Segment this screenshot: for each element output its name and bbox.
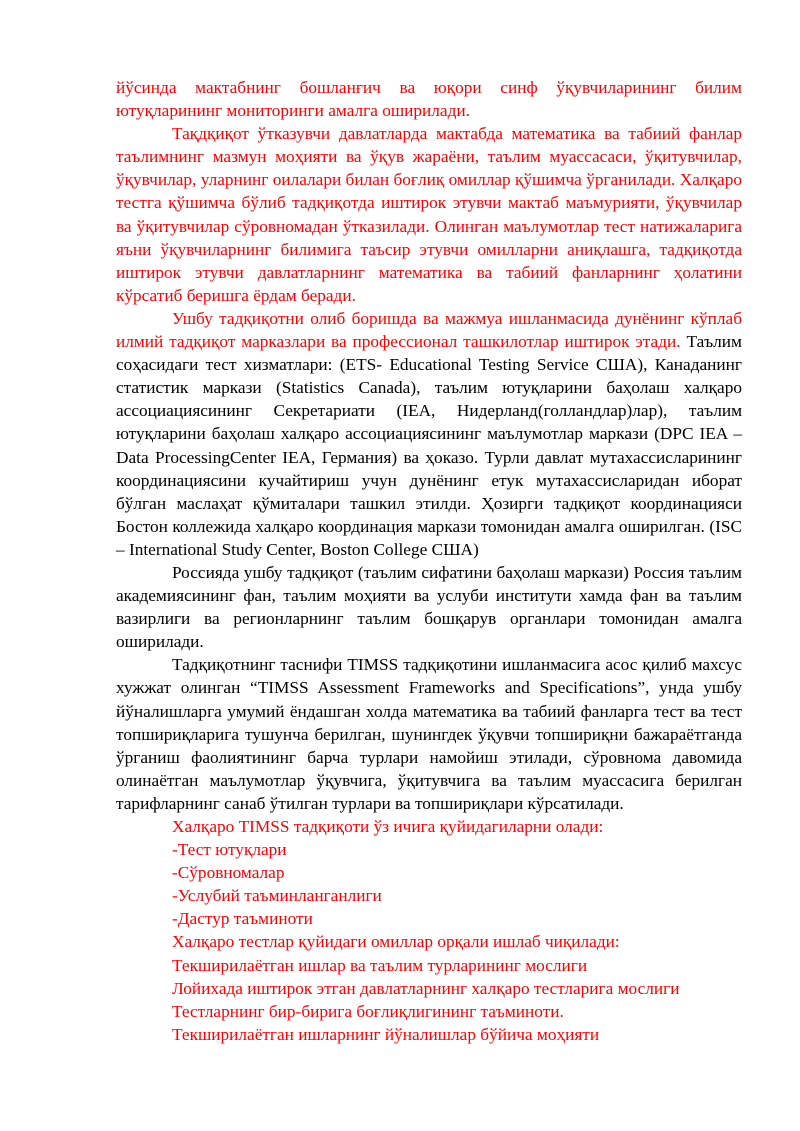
paragraph-research-factors: Тақдқиқот ўтказувчи давлатларда мактабда математика ва табиий фанлар таълимнинг мазмун моҳияти ва ўқув жараёни, таълим муассасаси, ўқитувчилар, ўқувчилар, уларнинг оилалари билан боғлиқ омиллар қўшимча ўрганилади. Халқаро тестга қўшимча бўлиб тадқиқотда иштирок этувчи мактаб маъмурияти, ўқувчилар ва ўқитувчилар сўровномадан ўтказилади. Олинган маълумотлар тест натижаларига яъни ўқувчиларнинг билимига таъсир этувчи омилларни аниқлашга, тадқиқотда иштирок этувчи давлатларнинг математика ва табиий фанларнинг ҳолатини кўрсатиб беришга ёрдам беради. (116, 124, 742, 305)
list-item: Тестларнинг бир-бирига боғлиқлигининг таъминоти. (172, 1001, 564, 1021)
list-item: -Дастур таъминоти (172, 909, 313, 929)
list-item: -Сўровномалар (172, 863, 285, 883)
list-item: -Тест ютуқлари (172, 840, 287, 860)
participants-list: Таълим соҳасидаги тест хизматлари: (ETS- Educational Testing Service США), Канаданинг статистик маркази (Statistics Canada), таълим ютуқларини баҳолаш халқаро ассоциациясининг Секретариати (IEA, Нидерланд(голландлар)лар), таълим ютуқларини баҳолаш халқаро ассоциациясининг маълумотлар маркази (DPC IEA – Data ProcessingCenter IEA, Германия) ва ҳоказо. Турли давлат мутахассисларининг координациясини кучайтириш учун дунёнинг етук мутахассисларидан иборат бўлган маслаҳат қўмиталари ташкил этилди. Ҳозирги тадқиқот координацияси Бостон коллежида халқаро координация маркази томонидан амалга оширилган. (ISC – International Study Center, Boston College США) (116, 332, 742, 559)
participants-intro: Ушбу тадқиқотни олиб боришда ва мажмуа ишланмасида дунёнинг кўплаб илмий тадқиқот марказлари ва профессионал ташкилотлар иштирок этади. (116, 308, 742, 352)
list-item: Лойихада иштирок этган давлатларнинг халқаро тестларига мослиги (172, 978, 680, 998)
paragraph-russia: Россияда ушбу тадқиқот (таълим сифатини баҳолаш маркази) Россия таълим академиясининг фан, таълим моҳияти ва услуби институти хамда фан ва таълим вазирлиги ва регионларнинг таълим бошқарув органлари томонидан амалга оширилади. (116, 562, 742, 652)
list-item: Халқаро тестлар қуйидаги омиллар орқали ишлаб чиқилади: (172, 932, 620, 952)
paragraph-participants (116, 307, 742, 561)
paragraph-monitoring: йўсинда мактабнинг бошланғич ва юқори синф ўқувчиларининг билим ютуқларининг мониторинги амалга оширилади. (116, 78, 742, 121)
timss-list (116, 815, 742, 1046)
list-item: Текширилаётган ишлар ва таълим турларининг мослиги (172, 955, 588, 975)
paragraph-classification: Тадқиқотнинг таснифи TIMSS тадқиқотини ишланмасига асос қилиб махсус хужжат олинган “TIMSS Assessment Frameworks and Specifications”, унда ушбу йўналишларга умумий ёндашган холда математика ва табиий фанларга тест ва тест топшириқларига тушунча берилган, шунингдек ўқувчи топшириқни бажараётганда ўрганиш фаолиятининг барча турлари намойиш этилади, сўровнома давомида олинаётган маълумотлар ўқувчига, ўқитувчига ва таълим муассасига берилган тарифларнинг санаб ўтилган турлари ва топшириқлари кўрсатилади. (116, 655, 742, 813)
document-page (116, 76, 742, 1046)
list-item: Халқаро TIMSS тадқиқоти ўз ичига қуйидагиларни олади: (172, 817, 604, 836)
list-item: Текширилаётган ишларнинг йўналишлар бўйича моҳияти (172, 1024, 600, 1044)
list-item: -Услубий таъминланганлиги (172, 886, 382, 906)
